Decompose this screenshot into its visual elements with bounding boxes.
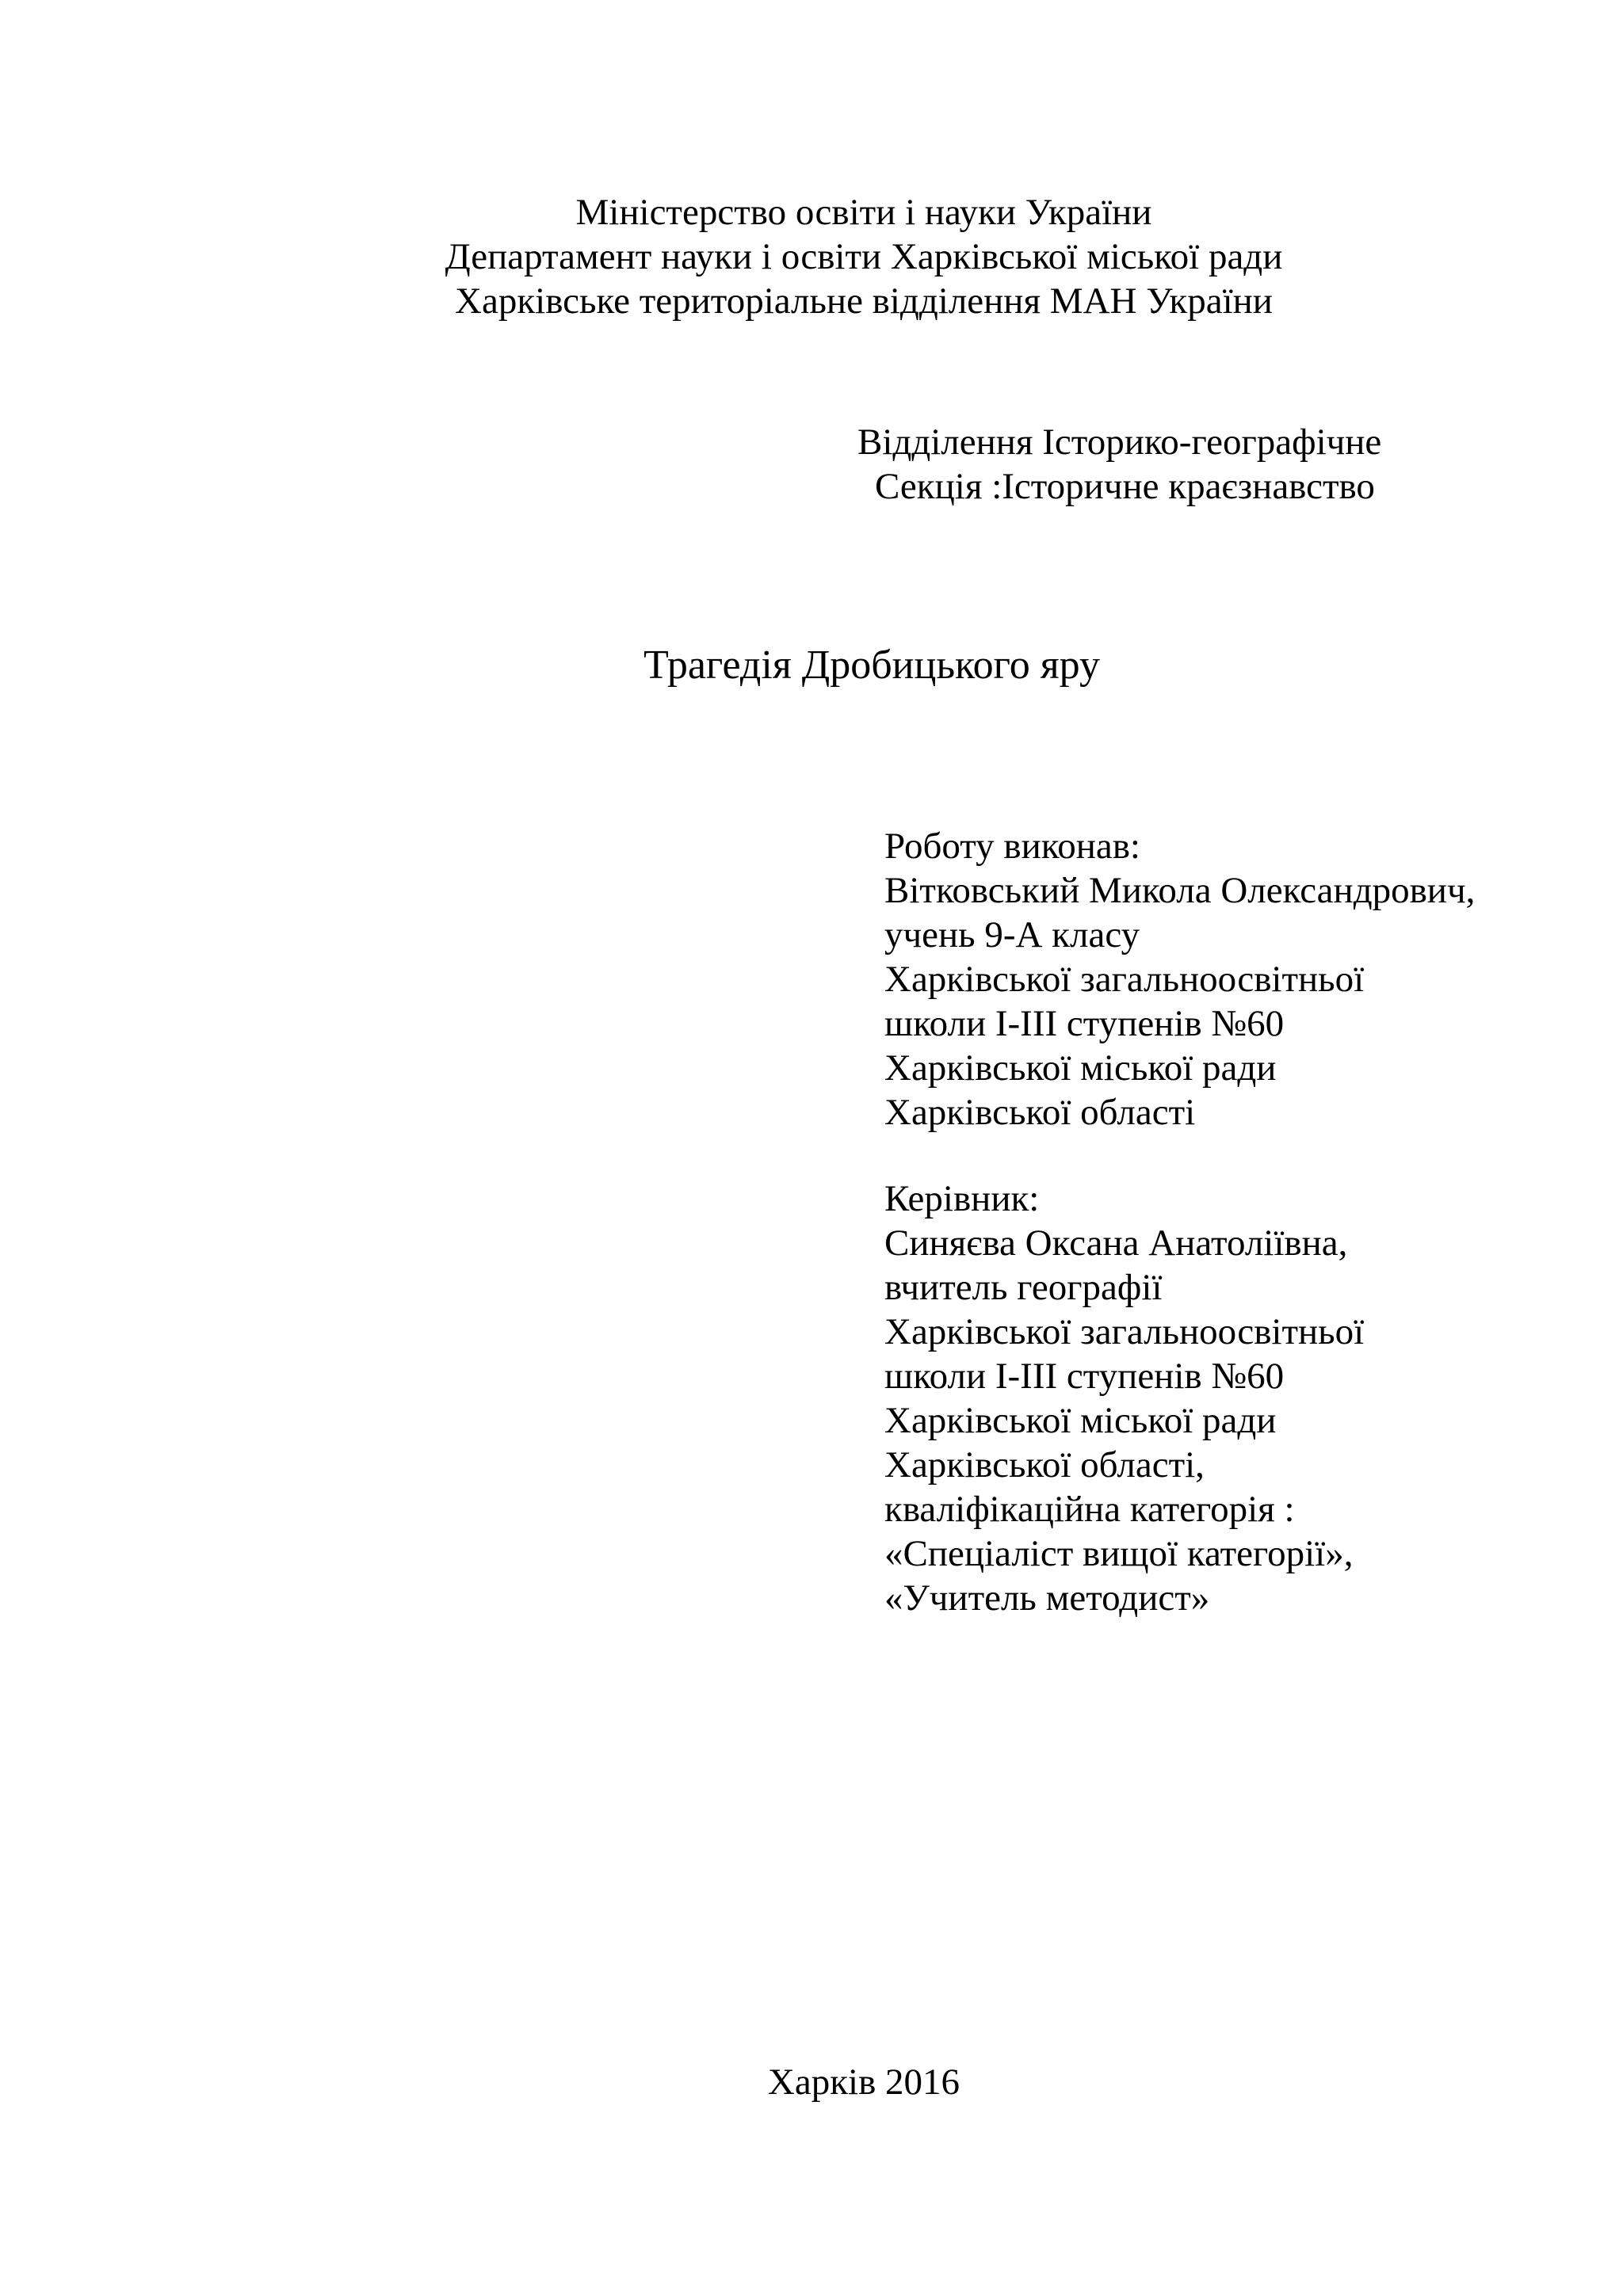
supervisor-qualification-1: «Спеціаліст вищої категорії», <box>884 1533 1354 1574</box>
supervisor-qualification-2: «Учитель методист» <box>884 1577 1210 1619</box>
supervisor-region: Харківської області, <box>884 1444 1205 1486</box>
author-grade: учень 9-А класу <box>884 914 1140 955</box>
supervisor-school-line-2: школи І-ІІІ ступенів №60 <box>884 1356 1285 1397</box>
author-name: Вітковський Микола Олександрович, <box>884 870 1476 911</box>
author-info <box>884 824 1598 1135</box>
supervisor-heading: Керівник: <box>884 1178 1040 1219</box>
section-name: Секція :Історичне краєзнавство <box>875 466 1375 507</box>
author-council: Харківської міської ради <box>884 1047 1277 1089</box>
supervisor-name: Синяєва Оксана Анатоліївна, <box>884 1222 1348 1264</box>
supervisor-school-line-1: Харківської загальноосвітньої <box>884 1311 1365 1352</box>
supervisor-council: Харківської міської ради <box>884 1400 1277 1441</box>
branch-line: Харківське територіальне відділення МАН України <box>455 280 1273 322</box>
institution-header <box>0 190 1623 323</box>
department-name: Відділення Історико-географічне <box>857 421 1382 463</box>
author-region: Харківської області <box>884 1092 1196 1133</box>
ministry-line: Міністерство освіти і науки України <box>575 192 1152 233</box>
document-title: Трагедія Дробицького яру <box>643 643 1100 688</box>
city-year: Харків 2016 <box>767 2061 960 2103</box>
author-school-line-1: Харківської загальноосвітньої <box>884 959 1365 1000</box>
department-line: Департамент науки і освіти Харківської міської ради <box>445 236 1283 277</box>
author-heading: Роботу виконав: <box>884 826 1140 867</box>
author-school-line-2: школи І-ІІІ ступенів №60 <box>884 1003 1285 1044</box>
supervisor-qualification-label: кваліфікаційна категорія : <box>884 1489 1295 1530</box>
section-info <box>857 420 1428 509</box>
supervisor-info <box>884 1177 1598 1620</box>
supervisor-position: вчитель географії <box>884 1267 1163 1308</box>
